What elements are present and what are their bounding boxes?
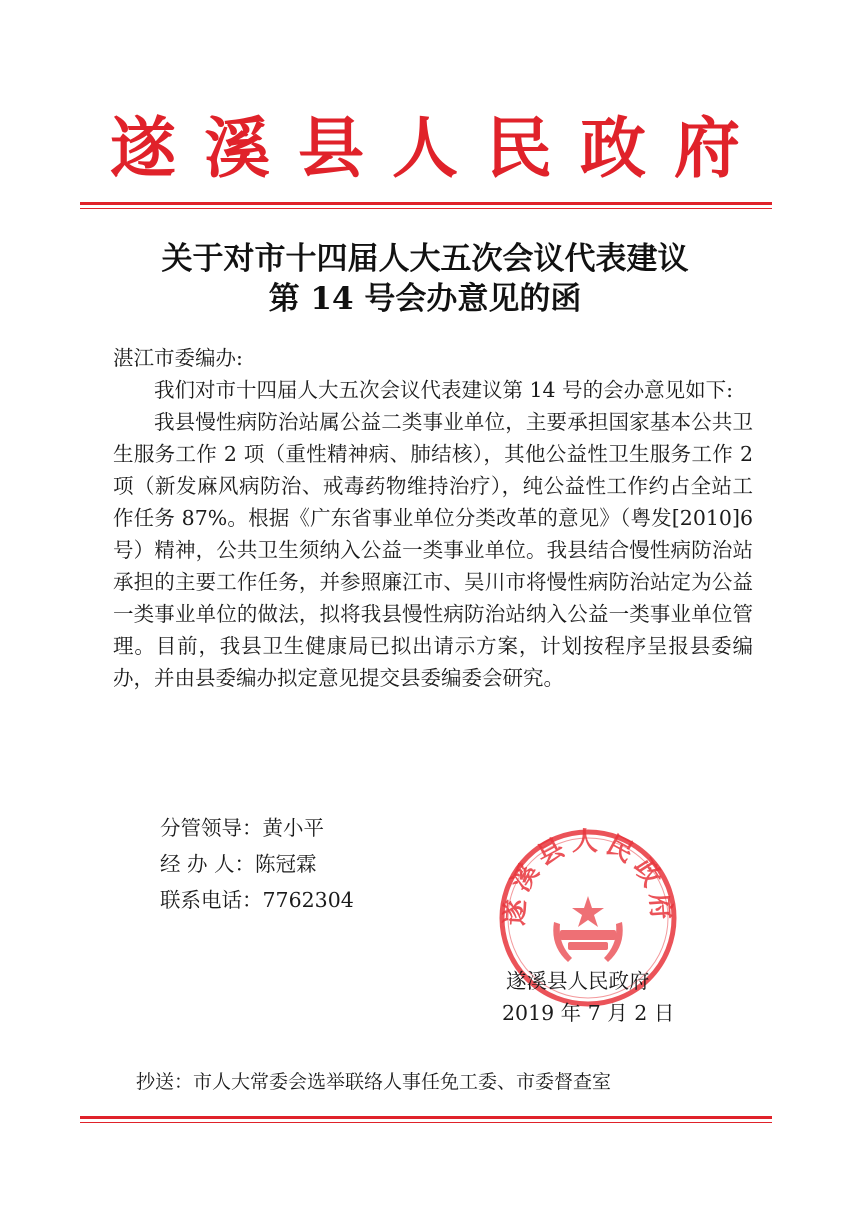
contact-handler: 经 办 人：陈冠霖 (160, 852, 317, 876)
cc-list: 抄送：市人大常委会选举联络人事任免工委、市委督查室 (136, 1071, 612, 1093)
signature-org: 遂溪县人民政府 (506, 969, 650, 993)
contact-phone: 联系电话：7762304 (160, 888, 354, 912)
body-paragraph-1: 我们对市十四届人大五次会议代表建议第 14 号的会办意见如下: (154, 378, 734, 402)
footer-divider (80, 1116, 772, 1123)
signature-date: 2019 年 7 月 2 日 (502, 1001, 675, 1025)
document-title-line-2: 第 14 号会办意见的函 (268, 281, 582, 317)
contact-leader: 分管领导：黄小平 (160, 816, 324, 840)
body-paragraph-2: 我县慢性病防治站属公益二类事业单位，主要承担国家基本公共卫生服务工作 2 项（重性精神病、肺结核），其他公益性卫生服务工作 2 项（新发麻风病防治、戒毒药物维持治疗），纯公益性工作约占全站工作任务 87%。根据《广东省事业单位分类改革的意见》（粤发[2010]6 号）精神，公共卫生须纳入公益一类事业单位。我县结合慢性病防治站承担的主要工作任务，并参照廉江市、吴川市将慢性病防治站定为公益一类事业单位的做法，拟将我县慢性病防治站纳入公益一类事业单位管理。目前，我县卫生健康局已拟出请示方案，计划按程序呈报县委编办，并由县委编办拟定意见提交县委编委会研究。 (113, 410, 753, 690)
letterhead-divider (80, 202, 772, 209)
document-title-line-1: 关于对市十四届人大五次会议代表建议 (161, 241, 689, 277)
document-body (113, 374, 753, 694)
svg-text:遂溪县人民政府: 遂溪县人民政府 (500, 827, 676, 927)
recipient: 湛江市委编办: (113, 346, 243, 370)
contact-block (160, 810, 354, 918)
letterhead-org-name: 遂溪县人民政府 (110, 109, 768, 187)
